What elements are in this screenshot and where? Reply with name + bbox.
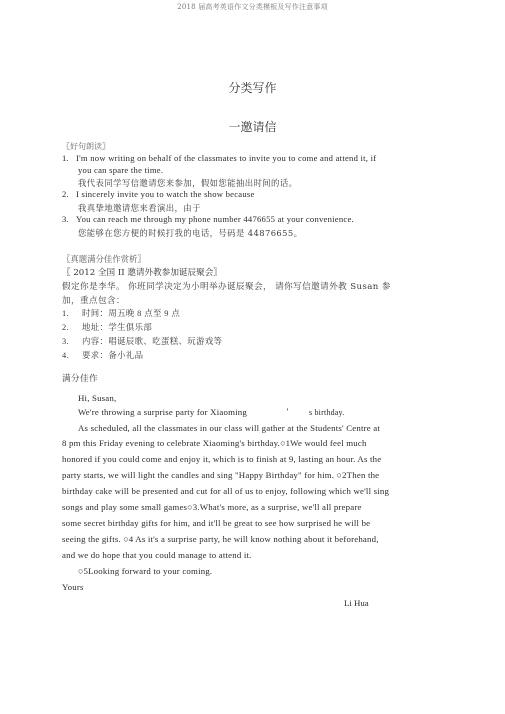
page-title: 分类写作 bbox=[228, 81, 277, 95]
requirement-2 bbox=[62, 322, 152, 333]
exam-prompt-line-2: 加，重点包含： bbox=[62, 296, 125, 306]
essay-greeting: Hi, Susan, bbox=[78, 393, 117, 403]
essay-line-7: some secret birthday gifts for him, and it'll be great to see how surprised he will be bbox=[62, 518, 371, 528]
sentence-3-chinese: 您能够在您方便的时候打我的电话，号码是 44876655。 bbox=[78, 228, 303, 238]
requirement-1-number: 1. bbox=[62, 309, 70, 318]
requirement-1-text: 时间：周五晚 8 点至 9 点 bbox=[82, 309, 181, 318]
requirement-3-number: 3. bbox=[62, 337, 70, 346]
essay-opening-line bbox=[78, 407, 344, 417]
exam-label: 〖真题满分佳作赏析〗 bbox=[62, 254, 146, 264]
sentence-2-chinese: 我真挚地邀请您来看演出，由于 bbox=[78, 203, 201, 213]
essay-line-5: birthday cake will be presented and cut for all of us to enjoy, following which we'll sing bbox=[62, 486, 390, 496]
requirement-4-number: 4. bbox=[62, 351, 70, 360]
sentence-1-number: 1. bbox=[62, 153, 69, 163]
essay-signature: Li Hua bbox=[344, 598, 369, 608]
essay-line-9: and we do hope that you could manage to attend it. bbox=[62, 550, 252, 560]
requirement-1 bbox=[62, 308, 180, 319]
model-essay-label: 满分佳作 bbox=[62, 374, 98, 384]
sentence-1-english-line-2: you can spare the time. bbox=[78, 165, 164, 175]
essay-opening-text: We're throwing a surprise party for Xiaoming bbox=[78, 407, 247, 417]
sentence-2-number: 2. bbox=[62, 189, 69, 199]
sentence-3-english: You can reach me through my phone number 4476655 at your convenience. bbox=[76, 214, 354, 224]
requirement-2-text: 地址：学生俱乐部 bbox=[82, 323, 153, 332]
sentence-1-chinese: 我代表同学写信邀请您来参加，假如您能抽出时间的话。 bbox=[78, 178, 298, 188]
essay-line-8: seeing the gifts. ○4 As it's a surprise party, he will know nothing about it beforehand, bbox=[62, 534, 379, 544]
sentence-2 bbox=[62, 189, 255, 200]
essay-opening-tail: s birthday. bbox=[308, 408, 345, 417]
exam-header: 〖 2012 全国 II 邀请外教参加诞辰聚会〗 bbox=[62, 268, 222, 278]
exam-prompt-line-1: 假定你是李华。 你班同学决定为小明举办诞辰聚会， 请你写信邀请外教 Susan 参 bbox=[62, 282, 391, 292]
essay-apostrophe: ’ bbox=[286, 407, 289, 416]
essay-line-4: party starts, we will light the candles and sing "Happy Birthday" for him. ○2Then the bbox=[62, 470, 380, 480]
sentence-2-english: I sincerely invite you to watch the show because bbox=[76, 189, 255, 199]
sentence-3-number: 3. bbox=[62, 214, 69, 224]
page-subtitle: 一邀请信 bbox=[228, 120, 277, 134]
essay-line-2: 8 pm this Friday evening to celebrate Xiaoming's birthday.○1We would feel much bbox=[62, 438, 367, 448]
sentence-1-english-line-1: I'm now writing on behalf of the classmates to invite you to come and attend it, if bbox=[76, 153, 377, 163]
requirement-4 bbox=[62, 350, 143, 361]
essay-line-3: honored if you could come and enjoy it, which is to finish at 9, lasting an hour. As the bbox=[62, 454, 382, 464]
running-head: 2018 届高考英语作文分类模板及写作注意事项 bbox=[177, 3, 328, 11]
requirement-3-text: 内容：唱诞辰歌、吃蛋糕、玩游戏等 bbox=[82, 337, 223, 346]
requirement-2-number: 2. bbox=[62, 323, 70, 332]
requirement-4-text: 要求：备小礼品 bbox=[82, 351, 144, 360]
sentence-1 bbox=[62, 153, 376, 164]
essay-closing-line: ○5Looking forward to your coming. bbox=[78, 566, 213, 576]
essay-line-6: songs and play some small games○3.What's more, as a surprise, we'll all prepare bbox=[62, 502, 362, 512]
good-sentences-label: 〖好句朗读〗 bbox=[62, 142, 110, 151]
requirement-3 bbox=[62, 336, 222, 347]
sentence-3 bbox=[62, 214, 354, 225]
essay-yours: Yours bbox=[62, 582, 84, 592]
essay-line-1: As scheduled, all the classmates in our class will gather at the Students' Centre at bbox=[78, 423, 381, 433]
